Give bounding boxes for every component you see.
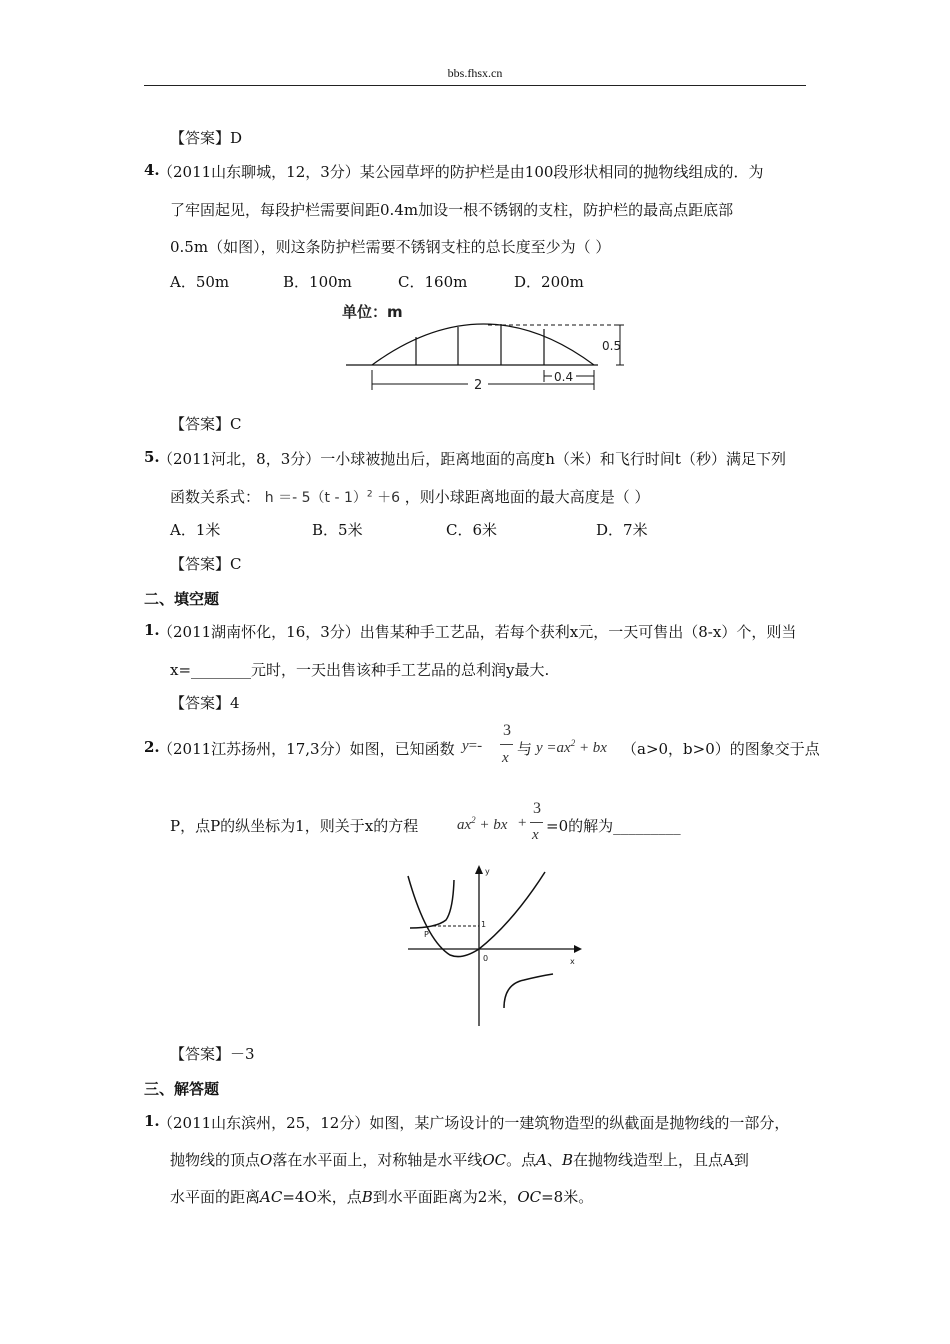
f2-y1: y=- (462, 738, 483, 754)
q4-line3: 0.5m（如图），则这条防护栏需要不锈钢支柱的总长度至少为（ ） (170, 238, 611, 256)
q4-option-b: B．100m (283, 273, 352, 291)
p-label: P (424, 930, 429, 939)
f1-number: 1. (144, 621, 160, 639)
f1-line2: x=________元时，一天出售该种手工艺品的总利润y最大. (170, 661, 550, 679)
f2-frac2-bar (530, 822, 543, 823)
q5-option-b: B．5米 (312, 521, 363, 539)
f2-eq: $ax^2$ + bx (457, 815, 508, 833)
f1-answer: 【答案】4 (170, 694, 240, 712)
answer-value: D (230, 129, 243, 147)
s1-line2: 抛物线的顶点O落在水平面上，对称轴是水平线OC。点A、B在抛物线造型上，且点A到 (170, 1151, 749, 1169)
q5-formula: h ＝- 5（t - 1）$^2$ ＋6 (264, 489, 400, 506)
f2-number: 2. (144, 738, 160, 756)
f2-y2: $y =ax^2$ + bx (536, 738, 607, 756)
fig-parabola-arc (372, 324, 594, 365)
q4-number: 4. (144, 161, 160, 179)
q5-line2-pre: 函数关系式： (170, 488, 261, 506)
fig-height-label: 0.5 (602, 339, 622, 353)
q4-fence-figure (336, 298, 636, 398)
f2-answer: 【答案】－3 (170, 1045, 255, 1063)
answer-label: 【答案】 (170, 129, 231, 147)
section-solve: 三、解答题 (144, 1080, 220, 1098)
header-rule (144, 85, 806, 86)
fig-spacing-label: 0.4 (554, 370, 574, 384)
f2-frac2-den: x (532, 827, 539, 843)
f2-frac1-den: x (502, 750, 509, 766)
q4-option-c: C．160m (398, 273, 468, 291)
s1-line1: （2011山东滨州，25，12分）如图，某广场设计的一建筑物造型的纵截面是抛物线的一部分， (158, 1114, 790, 1132)
q5-option-c: C．6米 (446, 521, 498, 539)
q5-line2-post: ，则小球距离地面的最大高度是（ ） (404, 488, 650, 506)
fig-unit-label: 单位：m (342, 303, 403, 321)
parabola-curve (408, 872, 545, 957)
f2-frac1-num: 3 (503, 722, 511, 739)
q4-option-d: D．200m (514, 273, 584, 291)
x-axis-label: x (570, 957, 575, 966)
f2-line2-post: =0的解为_________ (546, 817, 681, 835)
f2-frac1-bar (500, 744, 513, 745)
f2-eq-plus: + (518, 815, 527, 831)
f2-frac2-num: 3 (533, 800, 541, 817)
q4-option-a: A．50m (170, 273, 230, 291)
q4-answer (170, 413, 242, 434)
q5-number: 5. (144, 448, 160, 466)
hyperbola-right-branch (504, 974, 553, 1008)
f2-post: （a>0，b>0）的图象交于点 (622, 740, 820, 758)
q5-option-a: A．1米 (170, 521, 221, 539)
s1-number: 1. (144, 1112, 160, 1130)
q5-answer: 【答案】C (170, 555, 242, 573)
answer-prev (170, 127, 242, 148)
y-axis-label: y (485, 867, 490, 876)
q5-line1: （2011河北，8，3分）一小球被抛出后，距离地面的高度h（米）和飞行时间t（秒）满足下列 (158, 450, 786, 468)
fig-width-label: 2 (474, 378, 483, 393)
f2-line2-pre: P，点P的纵坐标为1，则关于x的方程 (170, 817, 419, 835)
f2-mid: 与 (517, 740, 533, 758)
header-site: bbs.fhsx.cn (447, 66, 503, 80)
q4-line1: （2011山东聊城，12，3分）某公园草坪的防护栏是由100段形状相同的抛物线组成的．为 (158, 163, 764, 181)
q5-line2 (170, 486, 650, 507)
section-fill-in: 二、填空题 (144, 590, 220, 608)
f2-graph-figure (398, 860, 588, 1032)
one-label: 1 (481, 920, 487, 929)
s1-line3: 水平面的距离AC=4O米，点B到水平面距离为2米，OC=8米。 (170, 1188, 594, 1206)
q5-option-d: D．7米 (596, 521, 648, 539)
f1-line1: （2011湖南怀化，16，3分）出售某种手工艺品，若每个获利x元，一天可售出（8-x）个，则当 (158, 623, 797, 641)
q4-line2: 了牢固起见，每段护栏需要间距0.4m加设一根不锈钢的支柱，防护栏的最高点距底部 (170, 201, 734, 219)
origin-label: 0 (483, 954, 489, 963)
answer-value: C (230, 415, 242, 433)
f2-pre: （2011江苏扬州，17,3分）如图，已知函数 (158, 740, 455, 758)
answer-label: 【答案】 (170, 415, 231, 433)
